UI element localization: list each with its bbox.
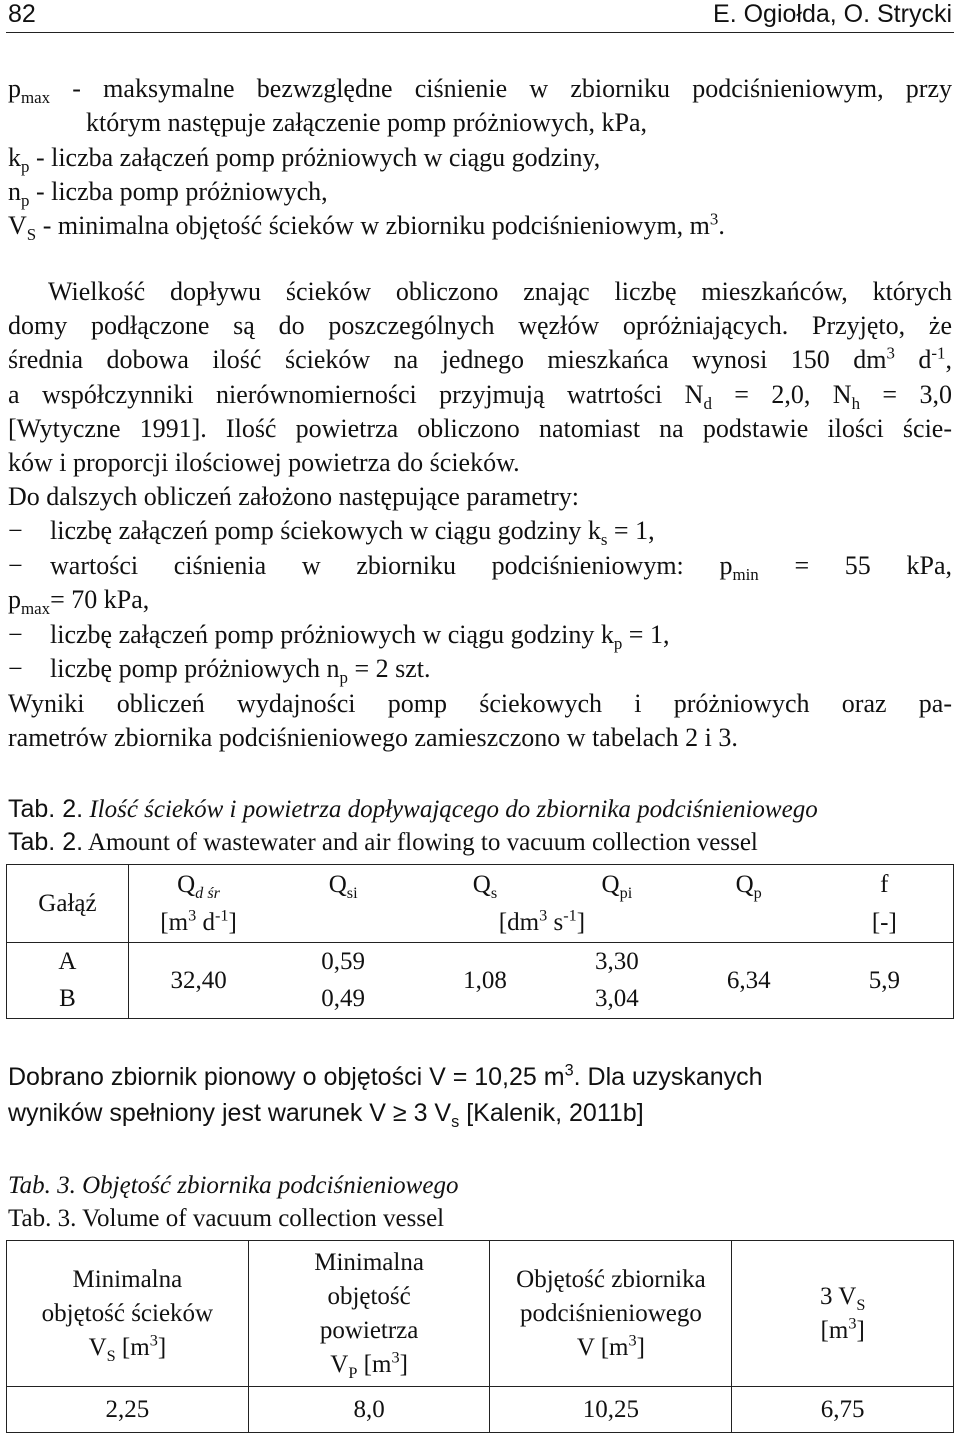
- running-authors: E. Ogiołda, O. Strycki: [713, 0, 952, 28]
- definition-pmax-cont: którym następuje załączenie pomp próżniowych, kPa,: [86, 108, 647, 137]
- para1-line1: Wielkość dopływu ścieków obliczono znając liczbę mieszkańców, których: [48, 277, 952, 306]
- cell-v: 10,25: [490, 1387, 732, 1433]
- cell-vp: 8,0: [248, 1387, 490, 1433]
- row-a-label: A: [7, 943, 129, 981]
- col-vs-header: Minimalna objętość ścieków $V_S$ $[m^3]$: [7, 1241, 249, 1387]
- cell-qd: 32,40: [170, 966, 227, 994]
- ge-symbol: ≥: [392, 1099, 407, 1127]
- col-qp-header: $Q_p$: [735, 870, 762, 902]
- cell-qs: 1,08: [463, 966, 507, 994]
- col-f-header: f: [880, 870, 889, 898]
- cell-qpi-b: 3,04: [594, 985, 639, 1013]
- cell-f: 5,9: [868, 966, 900, 994]
- param-item-pmax: $p_{max}= 70$ kPa,: [8, 585, 150, 619]
- col-v-header: Objętość zbiornika podciśnieniowego V $[m^3]$: [490, 1241, 732, 1387]
- tab3-caption-en: Tab. 3. Volume of vacuum collection vessel: [8, 1205, 445, 1232]
- unit-f: [-]: [816, 905, 954, 943]
- definition-vs: $V_S$ - minimalna objętość ścieków w zbiorniku podciśnieniowym, $m^3$.: [8, 209, 725, 245]
- cell-qp: 6,34: [726, 966, 771, 994]
- para1-line6: ków i proporcji ilościowej powietrza do ścieków.: [8, 448, 520, 477]
- table-3: [6, 1240, 954, 1433]
- col-branch-header: Gałąź: [7, 865, 129, 943]
- para3-line1: Dobrano zbiornik pionowy o objętości V = 10,25 $m^3$. Dla uzyskanych: [8, 1061, 763, 1091]
- tab2-caption-pl: Tab. 2. Ilość ścieków i powietrza dopływającego do zbiornika podciśnieniowego: [8, 795, 818, 823]
- col-qd-header: $Q_{d śr}$: [177, 870, 221, 902]
- col-qpi-header: $Q_{pi}$: [601, 870, 633, 902]
- param-item-pressure: − wartości ciśnienia w zbiorniku podciśnieniowym: $p_{min} = 55$ kPa,: [8, 551, 952, 585]
- col-qsi-header: $Q_{si}$: [328, 870, 358, 902]
- col-3vs-header: 3 $V_S$ $[m^3]$: [732, 1241, 954, 1387]
- cell-qsi-a: 0,59: [321, 947, 366, 975]
- param-item-ks: − liczbę załączeń pomp ściekowych w ciągu godziny $k_s = 1$,: [8, 516, 655, 550]
- para1-line5: [Wytyczne 1991]. Ilość powietrza obliczono natomiast na podstawie ilości ście-: [8, 414, 952, 443]
- page-number: 82: [8, 0, 36, 28]
- running-header: [8, 0, 952, 30]
- table-2: [6, 864, 954, 1019]
- params-intro: Do dalszych obliczeń założono następujące parametry:: [8, 482, 580, 511]
- para1-line3: średnia dobowa ilość ścieków na jednego mieszkańca wynosi 150 $dm^3$ $d^{-1}$,: [8, 343, 952, 374]
- tab2-caption-en: Tab. 2. Amount of wastewater and air flowing to vacuum collection vessel: [8, 828, 758, 856]
- col-qs-header: $Q_s$: [472, 870, 498, 902]
- row-b-label: B: [7, 981, 129, 1019]
- cell-vs: 2,25: [7, 1387, 249, 1433]
- header-rule: [6, 32, 954, 33]
- param-item-kp: − liczbę załączeń pomp próżniowych w ciągu godziny $k_p = 1$,: [8, 620, 670, 654]
- definition-kp: $k_p$ - liczba załączeń pomp próżniowych w ciągu godziny,: [8, 143, 601, 177]
- definition-np: $n_p$ - liczba pomp próżniowych,: [8, 177, 328, 211]
- para1-line4: a współczynniki nierównomierności przyjmują watrtości $N_d = 2,0$, $N_h = 3,0$: [8, 380, 952, 414]
- definition-pmax: $p_{max}$ - maksymalne bezwzględne ciśnienie w zbiorniku podciśnieniowym, przy: [8, 74, 952, 108]
- para3-line2: wyników spełniony jest warunek V ≥ 3 $V_s$ [Kalenik, 2011b]: [8, 1099, 644, 1131]
- cell-qsi-b: 0,49: [321, 985, 366, 1013]
- cell-qpi-a: 3,30: [594, 947, 639, 975]
- para1-line2: domy podłączone są do poszczególnych węzłów opróżniających. Przyjęto, że: [8, 311, 952, 340]
- param-item-np: − liczbę pomp próżniowych $n_p = 2$ szt.: [8, 654, 431, 688]
- tab3-caption-pl: Tab. 3. Objętość zbiornika podciśnieniowego: [8, 1172, 459, 1199]
- para2-line2: rametrów zbiornika podciśnieniowego zamieszczono w tabelach 2 i 3.: [8, 723, 738, 752]
- col-vp-header: Minimalna objętość powietrza $V_P$ $[m^3]$: [248, 1241, 490, 1387]
- unit-qd: [$m^3$ $d^{-1}$]: [128, 905, 268, 943]
- unit-flows: [$dm^3$ $s^{-1}$]: [268, 905, 815, 943]
- cell-3vs: 6,75: [732, 1387, 954, 1433]
- para2-line1: Wyniki obliczeń wydajności pomp ściekowych i próżniowych oraz pa-: [8, 689, 952, 718]
